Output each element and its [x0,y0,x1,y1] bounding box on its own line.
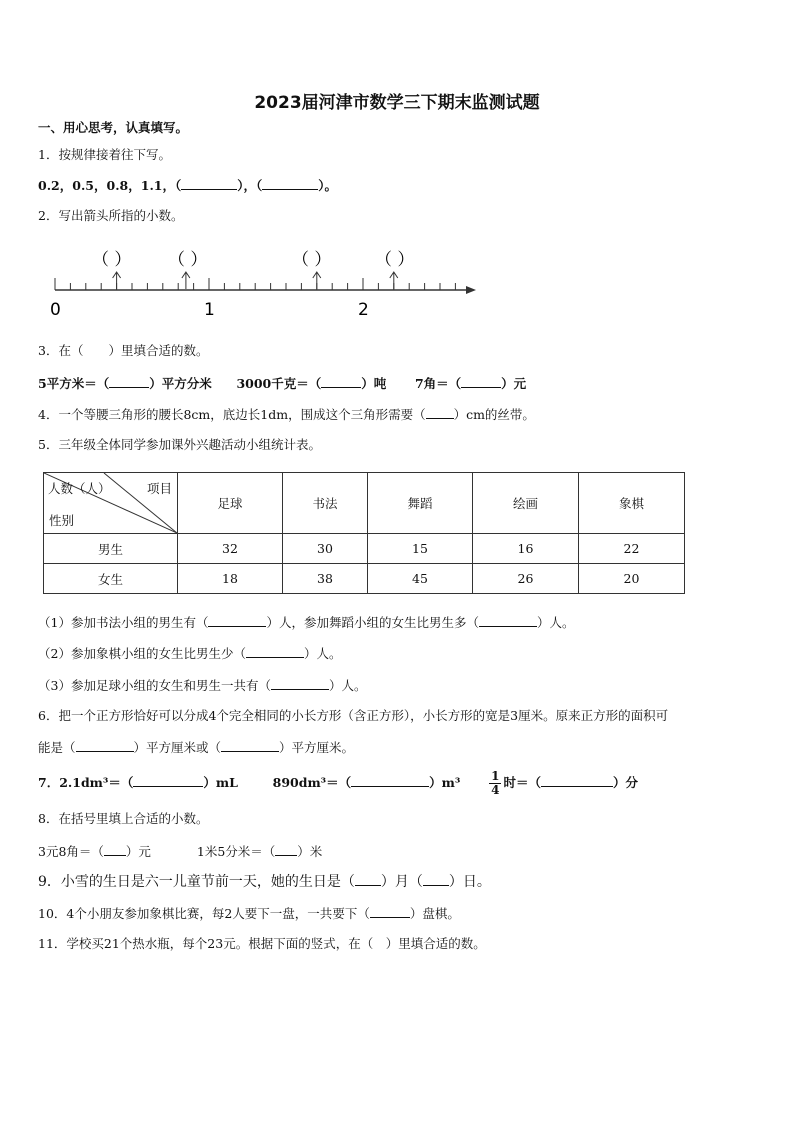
question-3-stem: 3．在（ ）里填合适的数。 [38,343,209,358]
answer-paren-4[interactable]: （ ） [375,250,415,270]
table-cell: 26 [473,564,579,594]
answer-blank[interactable] [370,905,410,918]
answer-blank[interactable] [423,873,449,886]
q6-text: 能是（ [38,740,76,755]
question-5-sub-1 [38,614,575,631]
table-header-row [44,473,685,534]
q7-c-text: 时＝（ [503,775,541,790]
answer-blank[interactable] [351,774,429,787]
sub1-text: （1）参加书法小组的男生有（ [38,615,209,630]
table-cell: 15 [368,534,473,564]
column-header: 舞蹈 [368,473,473,534]
q8-a-unit: ）元 [125,844,151,859]
table-row [44,534,685,564]
question-7-line [38,770,638,797]
q7-a-text: 7．2.1dm³＝（ [38,775,134,790]
question-1-stem: 1．按规律接着往下写。 [38,147,171,162]
q4-text-end: ）cm的丝带。 [453,407,535,422]
table-cell: 16 [473,534,579,564]
tick-label-1: 1 [204,300,215,320]
question-5-sub-3 [38,677,366,694]
q7-a-unit: ）mL [203,775,238,790]
answer-blank[interactable] [479,614,537,627]
sub2-text-end: ）人。 [303,646,342,661]
q8-b-unit: ）米 [297,844,323,859]
question-8-stem: 8．在括号里填上合适的小数。 [38,811,209,826]
q10-text: 10．4个小朋友参加象棋比赛，每2人要下一盘，一共要下（ [38,906,370,921]
q6-text-mid: ）平方厘米或（ [133,740,222,755]
answer-blank[interactable] [246,645,304,658]
q9-text-mid: ）月（ [380,874,423,890]
page-title: 2023届河津市数学三下期末监测试题 [254,93,540,113]
q3-b-text: 3000千克＝（ [236,376,322,391]
answer-blank[interactable] [208,614,266,627]
q7-b-text: 890dm³＝（ [272,775,352,790]
question-3-line [38,375,526,392]
question-11-line: 11．学校买21个热水瓶，每个23元。根据下面的竖式，在（ ）里填合适的数。 [38,936,486,951]
q7-c-unit: ）分 [612,775,638,790]
answer-blank[interactable] [461,375,501,388]
paren-open: （ [175,178,182,193]
paren-open: （ [256,178,263,193]
header-gender: 性别 [49,513,75,528]
q4-text: 4．一个等腰三角形的腰长8cm，底边长1dm，围成这个三角形需要（ [38,407,426,422]
q3-b-unit: ）吨 [361,376,387,391]
answer-blank[interactable] [221,739,279,752]
section-heading: 一、用心思考，认真填写。 [38,120,189,135]
table-cell: 18 [178,564,283,594]
question-5-sub-2 [38,645,341,662]
answer-blank[interactable] [104,843,126,856]
answer-blank[interactable] [355,873,381,886]
sub1-text-mid: ）人，参加舞蹈小组的女生比男生多（ [266,615,479,630]
sub3-text-end: ）人。 [328,678,367,693]
row-label: 女生 [44,564,178,594]
answer-blank[interactable] [76,739,134,752]
sub1-text-end: ）人。 [536,615,575,630]
q6-text-end: ）平方厘米。 [279,740,355,755]
sub2-text: （2）参加象棋小组的女生比男生少（ [38,646,246,661]
answer-blank[interactable] [275,843,297,856]
question-4-line [38,406,535,423]
number-line [40,245,490,325]
fraction-numerator: 1 [491,769,500,783]
fraction [489,770,501,797]
q3-c-text: 7角＝（ [414,376,462,391]
column-header: 书法 [283,473,368,534]
q10-text-end: ）盘棋。 [409,906,460,921]
question-5-stem: 5．三年级全体同学参加课外兴趣活动小组统计表。 [38,437,321,452]
table-cell: 45 [368,564,473,594]
diagonal-header-cell [44,473,178,534]
pointer-arrow-icon [113,272,121,289]
question-6-line-2 [38,739,354,756]
sequence-text: 0.2，0.5，0.8，1.1， [38,178,175,193]
pointer-arrow-icon [182,272,190,289]
table-cell: 20 [579,564,685,594]
answer-blank[interactable] [262,177,318,190]
q3-c-unit: ）元 [501,376,527,391]
column-header: 绘画 [473,473,579,534]
answer-paren-3[interactable]: （ ） [292,250,332,270]
answer-blank[interactable] [109,375,149,388]
answer-paren-2[interactable]: （ ） [168,250,208,270]
question-8-line [38,843,322,860]
table-cell: 38 [283,564,368,594]
answer-blank[interactable] [181,177,237,190]
answer-paren-1[interactable]: （ ） [92,250,132,270]
answer-blank[interactable] [271,677,329,690]
q9-text-end: ）日。 [448,874,491,890]
q8-b-text: 1米5分米＝（ [196,844,276,859]
column-header: 足球 [178,473,283,534]
table-cell: 32 [178,534,283,564]
answer-blank[interactable] [133,774,203,787]
pointer-arrow-icon [390,272,398,289]
sub3-text: （3）参加足球小组的女生和男生一共有（ [38,678,271,693]
q8-a-text: 3元8角＝（ [38,844,104,859]
paren-close: ）， [237,178,257,193]
table-row [44,564,685,594]
column-header: 象棋 [579,473,685,534]
question-9-line [38,873,491,890]
tick-label-2: 2 [358,300,369,320]
tick-label-0: 0 [50,300,61,320]
stat-table [43,472,685,594]
table-cell: 30 [283,534,368,564]
question-10-line [38,905,460,922]
answer-blank[interactable] [541,774,613,787]
question-6-line-1: 6．把一个正方形恰好可以分成4个完全相同的小长方形（含正方形），小长方形的宽是3厘米。原来正方形的面积可 [38,708,669,723]
header-count: 人数（人） [48,481,111,496]
pointer-arrow-icon [313,272,321,289]
fraction-denominator: 4 [491,783,500,797]
question-2-stem: 2．写出箭头所指的小数。 [38,208,184,223]
row-label: 男生 [44,534,178,564]
answer-blank[interactable] [426,406,454,419]
header-project: 项目 [146,481,172,496]
answer-blank[interactable] [321,375,361,388]
table-cell: 22 [579,534,685,564]
q3-a-unit: ）平方分米 [149,376,212,391]
paren-close: ）。 [318,178,338,193]
q7-b-unit: ）m³ [429,775,461,790]
question-1-line [38,177,337,194]
q9-text: 9．小雪的生日是六一儿童节前一天，她的生日是（ [38,874,355,890]
q3-a-text: 5平方米＝（ [38,376,110,391]
